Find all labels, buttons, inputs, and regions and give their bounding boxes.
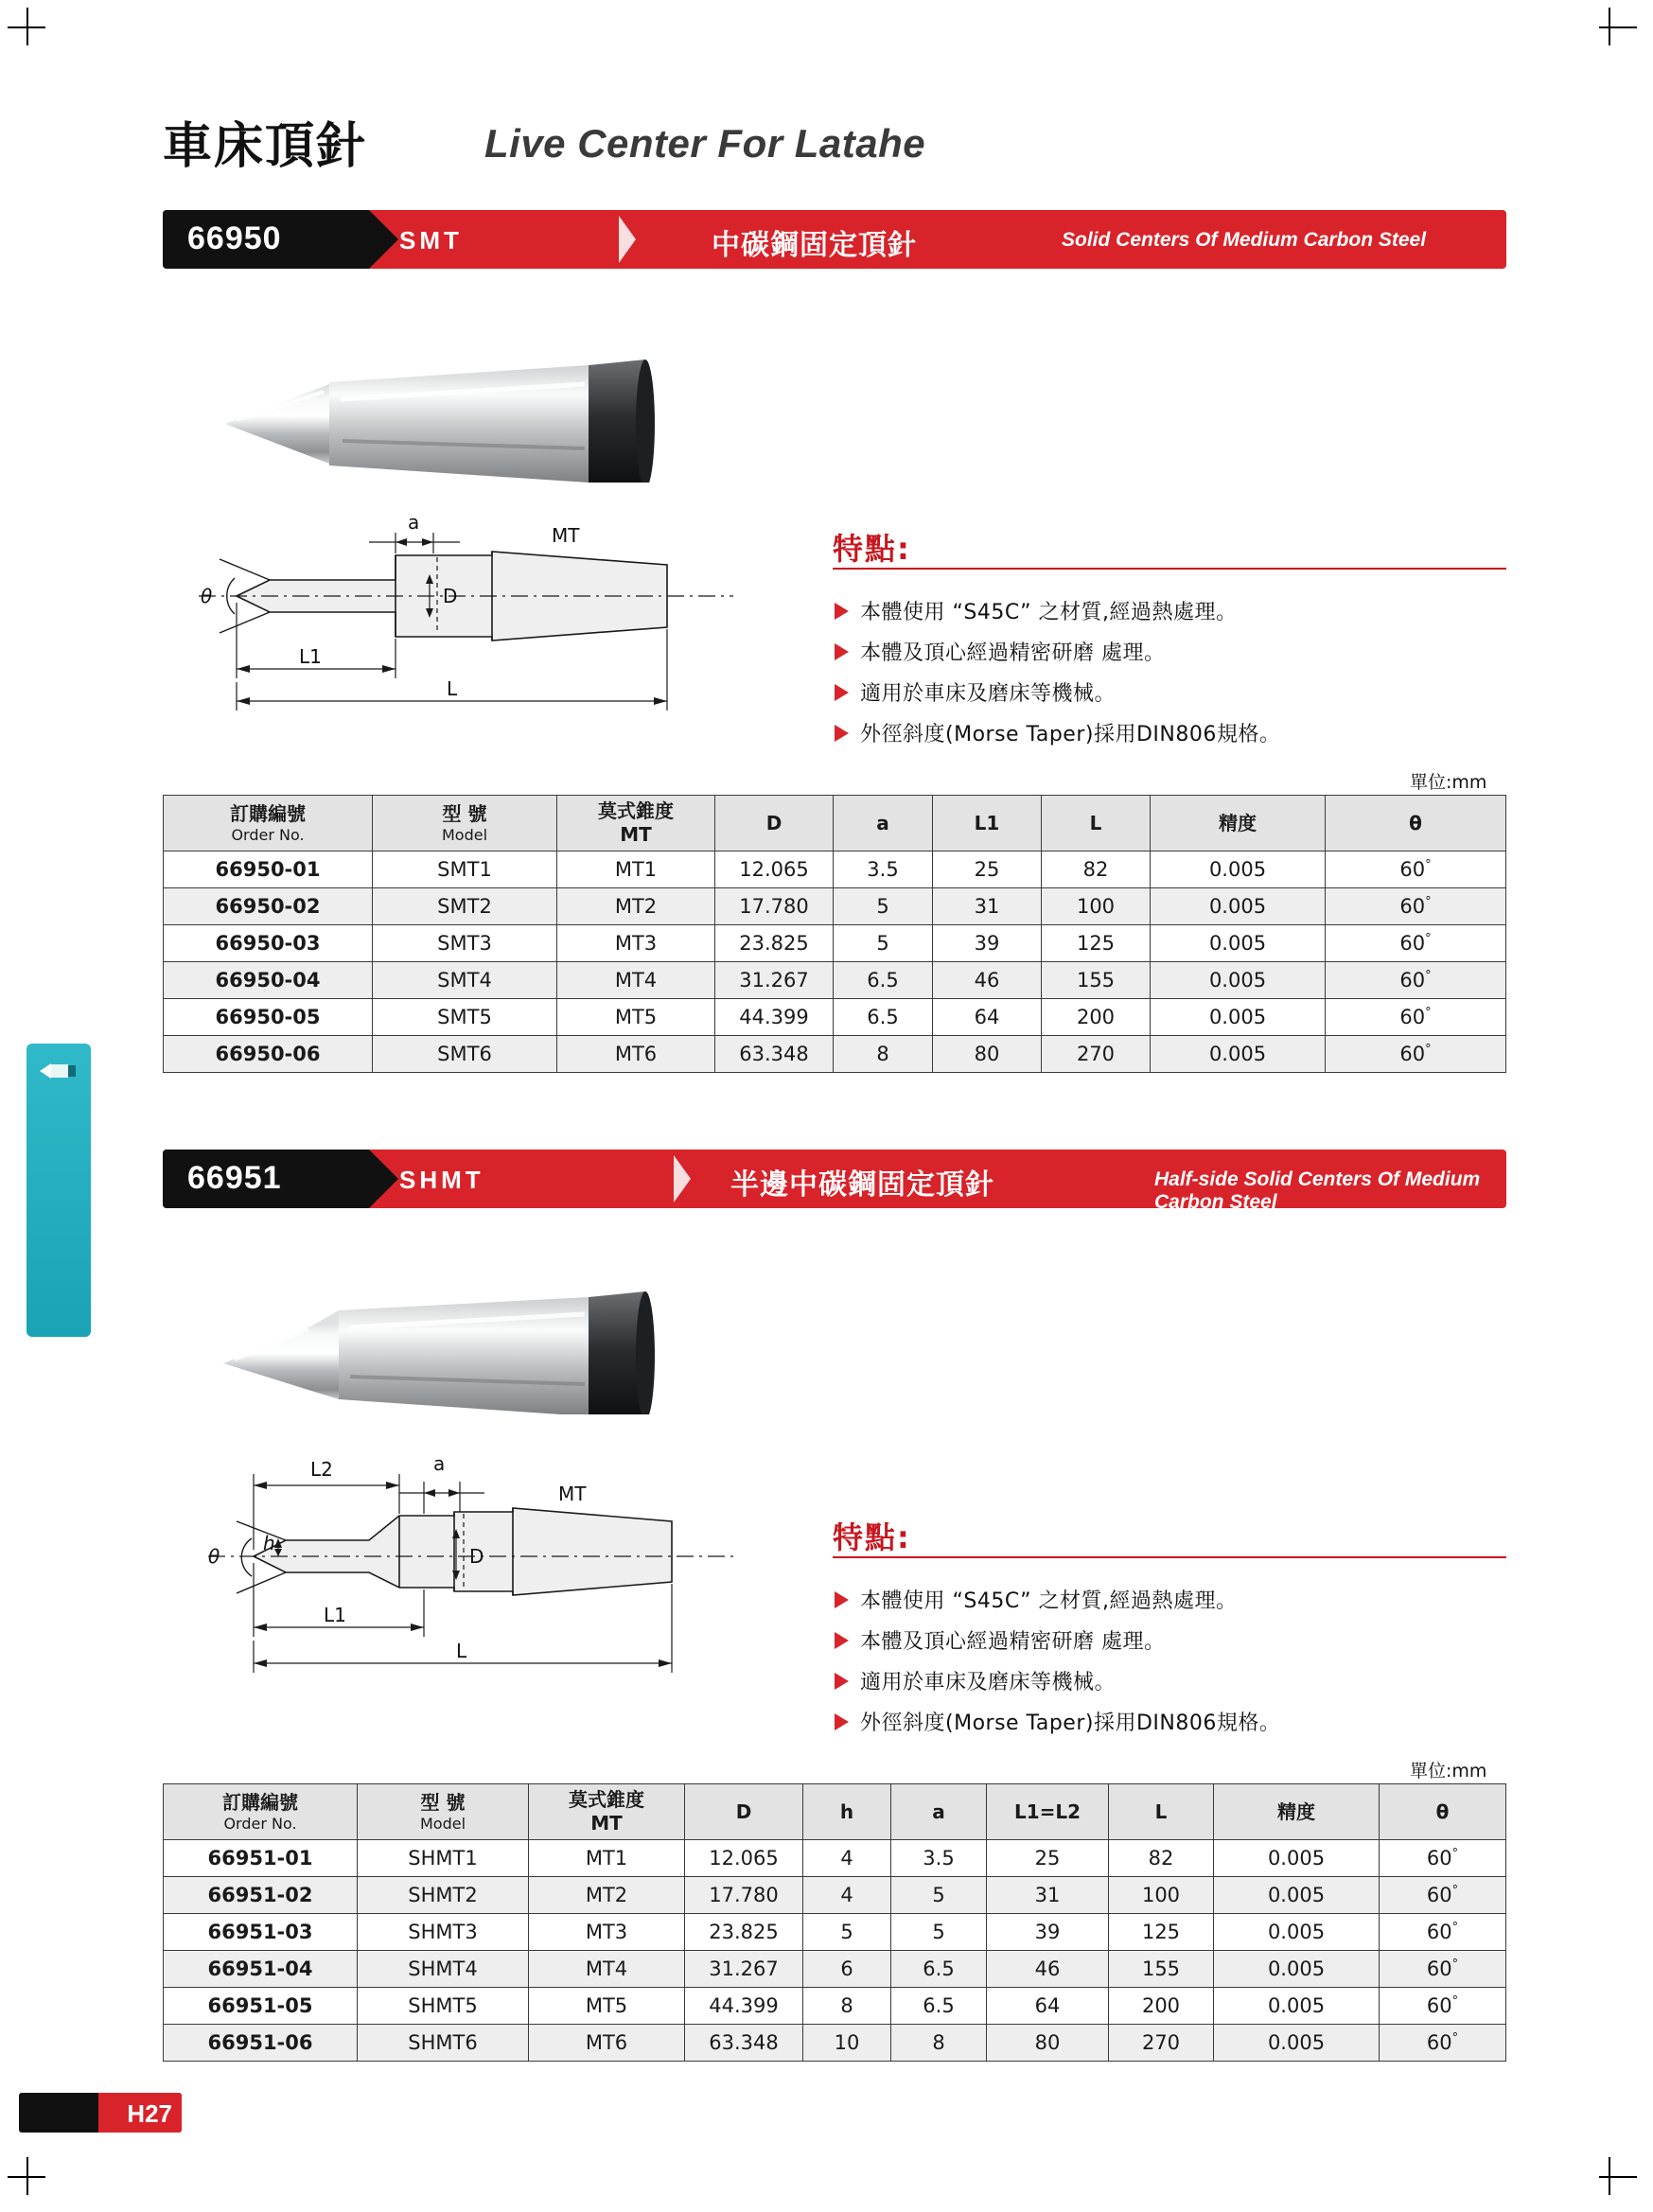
- drawing-label-l1: L1: [299, 645, 322, 668]
- table-body-1: [164, 851, 1506, 1073]
- col-accuracy: 精度: [1214, 1784, 1380, 1840]
- bullet-icon: [835, 643, 849, 660]
- cell-a: 8: [891, 2025, 987, 2062]
- cell-order-no: 66950-02: [164, 888, 373, 925]
- cell-model: SMT6: [373, 1036, 557, 1073]
- col-a: a: [891, 1784, 987, 1840]
- cell-a: 8: [834, 1036, 933, 1073]
- cell-model: SHMT3: [358, 1914, 529, 1951]
- col-h: h: [803, 1784, 891, 1840]
- cell-mt: MT2: [529, 1877, 685, 1914]
- features-title-1: 特點:: [833, 531, 911, 567]
- cell-mt: MT5: [529, 1988, 685, 2025]
- feature-item: [835, 1707, 1512, 1736]
- banner-name-cn: 半邊中碳鋼固定頂針: [730, 1168, 994, 1202]
- cell-model: SMT2: [373, 888, 557, 925]
- technical-drawing-smt: [180, 516, 766, 724]
- drawing-label-a: a: [408, 516, 420, 534]
- cell-h: 4: [803, 1877, 891, 1914]
- page-title-cn: 車床頂針: [163, 118, 368, 175]
- crop-mark: [1599, 26, 1637, 28]
- table-header-row: [164, 796, 1506, 851]
- table-row: [164, 925, 1506, 962]
- drawing-label-a: a: [433, 1452, 446, 1475]
- col-order-no: 訂購編號 Order No.: [164, 796, 373, 851]
- spec-table-66950: [163, 795, 1506, 1073]
- feature-text: 外徑斜度(Morse Taper)採用DIN806規格。: [860, 723, 1281, 746]
- cell-accuracy: 0.005: [1151, 1036, 1326, 1073]
- feature-item: [835, 1585, 1512, 1614]
- cell-theta: 60°: [1380, 1877, 1506, 1914]
- features-title-2: 特點:: [833, 1519, 911, 1555]
- crop-mark: [8, 26, 45, 28]
- cell-accuracy: 0.005: [1214, 1877, 1380, 1914]
- drawing-label-h: h: [263, 1532, 275, 1554]
- cell-accuracy: 0.005: [1151, 851, 1326, 888]
- cell-l: 82: [1042, 851, 1151, 888]
- cell-accuracy: 0.005: [1214, 1840, 1380, 1877]
- side-tab-cn: 車床配件: [2, 1134, 23, 1211]
- cell-model: SHMT4: [358, 1951, 529, 1988]
- cell-order-no: 66950-01: [164, 851, 373, 888]
- cell-theta: 60°: [1326, 1036, 1506, 1073]
- cell-order-no: 66950-04: [164, 962, 373, 999]
- lathe-center-icon: [38, 1057, 79, 1085]
- drawing-label-mt: MT: [558, 1483, 587, 1505]
- cell-order-no: 66950-03: [164, 925, 373, 962]
- chevron-icon: [674, 1155, 700, 1203]
- cell-l1: 25: [933, 851, 1042, 888]
- cell-h: 8: [803, 1988, 891, 2025]
- feature-text: 外徑斜度(Morse Taper)採用DIN806規格。: [860, 1712, 1281, 1735]
- cell-order-no: 66951-05: [164, 1988, 358, 2025]
- cell-d: 12.065: [685, 1840, 803, 1877]
- table-header-row: [164, 1784, 1506, 1840]
- col-model: 型 號 Model: [358, 1784, 529, 1840]
- cell-d: 23.825: [685, 1914, 803, 1951]
- col-l: L: [1042, 796, 1151, 851]
- cell-model: SHMT1: [358, 1840, 529, 1877]
- feature-text: 適用於車床及磨床等機械。: [860, 1671, 1117, 1694]
- bullet-icon: [835, 1591, 849, 1608]
- cell-theta: 60°: [1380, 2025, 1506, 2062]
- cell-mt: MT6: [557, 1036, 715, 1073]
- banner-series: SHMT: [399, 1166, 484, 1194]
- cell-d: 23.825: [715, 925, 834, 962]
- col-l1: L1: [933, 796, 1042, 851]
- chevron-icon: [619, 216, 645, 263]
- cell-order-no: 66951-03: [164, 1914, 358, 1951]
- col-theta: θ: [1326, 796, 1506, 851]
- cell-l1-l2: 64: [987, 1988, 1109, 2025]
- cell-a: 3.5: [891, 1840, 987, 1877]
- cell-order-no: 66950-06: [164, 1036, 373, 1073]
- cell-l: 155: [1042, 962, 1151, 999]
- feature-text: 本體及頂心經過精密研磨 處理。: [860, 1630, 1166, 1654]
- cell-mt: MT1: [557, 851, 715, 888]
- features-list-2: [835, 1585, 1512, 1747]
- cell-h: 4: [803, 1840, 891, 1877]
- banner-name-cn: 中碳鋼固定頂針: [712, 229, 917, 262]
- cell-l1: 46: [933, 962, 1042, 999]
- cell-d: 44.399: [685, 1988, 803, 2025]
- cell-accuracy: 0.005: [1214, 2025, 1380, 2062]
- page-footer: [19, 2093, 182, 2133]
- table-row: [164, 999, 1506, 1036]
- cell-theta: 60°: [1326, 962, 1506, 999]
- col-model: 型 號 Model: [373, 796, 557, 851]
- feature-text: 適用於車床及磨床等機械。: [860, 682, 1117, 706]
- cell-l1: 39: [933, 925, 1042, 962]
- cell-mt: MT3: [557, 925, 715, 962]
- cell-l: 155: [1109, 1951, 1214, 1988]
- cell-theta: 60°: [1326, 925, 1506, 962]
- unit-note-2: 單位:mm: [1410, 1761, 1487, 1782]
- table-body-2: [164, 1840, 1506, 2062]
- cell-a: 6.5: [834, 962, 933, 999]
- cell-l: 270: [1109, 2025, 1214, 2062]
- page-number: H27: [127, 2099, 172, 2128]
- banner-name-en: Solid Centers Of Medium Carbon Steel: [1062, 229, 1427, 251]
- banner-name-en: Half-side Solid Centers Of Medium Carbon Steel: [1154, 1168, 1481, 1213]
- features-rule-1: [833, 568, 1506, 570]
- cell-accuracy: 0.005: [1151, 888, 1326, 925]
- page-title-en: Live Center For Latahe: [484, 121, 926, 166]
- cell-accuracy: 0.005: [1214, 1988, 1380, 2025]
- cell-theta: 60°: [1380, 1988, 1506, 2025]
- cell-theta: 60°: [1326, 888, 1506, 925]
- cell-d: 17.780: [685, 1877, 803, 1914]
- cell-model: SMT3: [373, 925, 557, 962]
- table-row: [164, 1036, 1506, 1073]
- cell-a: 6.5: [891, 1988, 987, 2025]
- cell-accuracy: 0.005: [1151, 925, 1326, 962]
- cell-order-no: 66951-02: [164, 1877, 358, 1914]
- col-l: L: [1109, 1784, 1214, 1840]
- cell-order-no: 66951-01: [164, 1840, 358, 1877]
- feature-text: 本體使用 “S45C” 之材質,經過熱處理。: [860, 1589, 1238, 1613]
- feature-text: 本體及頂心經過精密研磨 處理。: [860, 641, 1166, 665]
- cell-d: 63.348: [685, 2025, 803, 2062]
- cell-theta: 60°: [1326, 851, 1506, 888]
- banner-code: 66951: [187, 1160, 282, 1196]
- col-a: a: [834, 796, 933, 851]
- cell-accuracy: 0.005: [1214, 1951, 1380, 1988]
- col-d: D: [715, 796, 834, 851]
- banner-series: SMT: [399, 226, 463, 255]
- cell-l1-l2: 80: [987, 2025, 1109, 2062]
- cell-order-no: 66951-04: [164, 1951, 358, 1988]
- cell-d: 63.348: [715, 1036, 834, 1073]
- col-d: D: [685, 1784, 803, 1840]
- cell-a: 5: [891, 1914, 987, 1951]
- bullet-icon: [835, 1632, 849, 1649]
- col-mt: 莫式錐度 MT: [557, 796, 715, 851]
- cell-accuracy: 0.005: [1151, 962, 1326, 999]
- cell-l1-l2: 46: [987, 1951, 1109, 1988]
- table-row: [164, 962, 1506, 999]
- cell-h: 10: [803, 2025, 891, 2062]
- drawing-label-l: L: [447, 677, 458, 700]
- cell-mt: MT3: [529, 1914, 685, 1951]
- drawing-label-d: D: [443, 585, 458, 607]
- table-row: [164, 1877, 1506, 1914]
- cell-theta: 60°: [1380, 1951, 1506, 1988]
- cell-theta: 60°: [1380, 1840, 1506, 1877]
- spec-table-66951: [163, 1783, 1506, 2062]
- cell-mt: MT2: [557, 888, 715, 925]
- feature-item: [835, 718, 1512, 747]
- cell-mt: MT5: [557, 999, 715, 1036]
- cell-l: 100: [1042, 888, 1151, 925]
- table-row: [164, 1914, 1506, 1951]
- drawing-label-theta: θ: [208, 1545, 220, 1568]
- technical-drawing-shmt: [180, 1438, 766, 1684]
- feature-item: [835, 1666, 1512, 1695]
- cell-order-no: 66950-05: [164, 999, 373, 1036]
- side-tab-text: [0, 1134, 26, 1428]
- cell-accuracy: 0.005: [1151, 999, 1326, 1036]
- cell-l: 125: [1109, 1914, 1214, 1951]
- cell-mt: MT4: [557, 962, 715, 999]
- cell-model: SMT4: [373, 962, 557, 999]
- table-row: [164, 2025, 1506, 2062]
- bullet-icon: [835, 1713, 849, 1730]
- drawing-label-theta: θ: [201, 585, 213, 607]
- cell-d: 12.065: [715, 851, 834, 888]
- cell-model: SMT1: [373, 851, 557, 888]
- cell-order-no: 66951-06: [164, 2025, 358, 2062]
- section-banner-66950: [163, 210, 1506, 269]
- cell-a: 6.5: [834, 999, 933, 1036]
- crop-mark: [8, 2176, 45, 2178]
- unit-note-1: 單位:mm: [1410, 772, 1487, 793]
- cell-mt: MT4: [529, 1951, 685, 1988]
- feature-item: [835, 677, 1512, 707]
- cell-d: 31.267: [715, 962, 834, 999]
- cell-l1: 64: [933, 999, 1042, 1036]
- cell-l: 200: [1109, 1988, 1214, 2025]
- col-accuracy: 精度: [1151, 796, 1326, 851]
- bullet-icon: [835, 1673, 849, 1690]
- cell-h: 6: [803, 1951, 891, 1988]
- banner-code: 66950: [187, 220, 282, 256]
- cell-a: 3.5: [834, 851, 933, 888]
- bullet-icon: [835, 725, 849, 742]
- cell-d: 17.780: [715, 888, 834, 925]
- cell-l: 270: [1042, 1036, 1151, 1073]
- cell-accuracy: 0.005: [1214, 1914, 1380, 1951]
- features-rule-2: [833, 1556, 1506, 1558]
- cell-theta: 60°: [1326, 999, 1506, 1036]
- features-list-1: [835, 596, 1512, 759]
- col-mt: 莫式錐度 MT: [529, 1784, 685, 1840]
- cell-l: 100: [1109, 1877, 1214, 1914]
- table-row: [164, 851, 1506, 888]
- cell-model: SHMT5: [358, 1988, 529, 2025]
- cell-model: SHMT6: [358, 2025, 529, 2062]
- feature-item: [835, 1625, 1512, 1655]
- col-l1-l2: L1=L2: [987, 1784, 1109, 1840]
- cell-a: 5: [834, 888, 933, 925]
- drawing-label-l2: L2: [310, 1458, 333, 1481]
- drawing-label-l: L: [456, 1640, 467, 1662]
- cell-model: SHMT2: [358, 1877, 529, 1914]
- table-row: [164, 1988, 1506, 2025]
- cell-l1-l2: 31: [987, 1877, 1109, 1914]
- section-banner-66951: [163, 1150, 1506, 1213]
- feature-item: [835, 637, 1512, 666]
- cell-a: 5: [834, 925, 933, 962]
- cell-a: 5: [891, 1877, 987, 1914]
- table-row: [164, 888, 1506, 925]
- cell-h: 5: [803, 1914, 891, 1951]
- cell-l1: 80: [933, 1036, 1042, 1073]
- cell-l1-l2: 39: [987, 1914, 1109, 1951]
- cell-d: 44.399: [715, 999, 834, 1036]
- cell-l1-l2: 25: [987, 1840, 1109, 1877]
- bullet-icon: [835, 684, 849, 701]
- cell-l: 82: [1109, 1840, 1214, 1877]
- product-photo-shmt: [218, 1282, 747, 1419]
- feature-text: 本體使用 “S45C” 之材質,經過熱處理。: [860, 601, 1238, 624]
- drawing-label-d: D: [469, 1545, 484, 1568]
- cell-l: 200: [1042, 999, 1151, 1036]
- crop-mark: [1599, 2176, 1637, 2178]
- cell-l1: 31: [933, 888, 1042, 925]
- table-row: [164, 1951, 1506, 1988]
- cell-mt: MT1: [529, 1840, 685, 1877]
- cell-model: SMT5: [373, 999, 557, 1036]
- cell-theta: 60°: [1380, 1914, 1506, 1951]
- bullet-icon: [835, 603, 849, 620]
- col-order-no: 訂購編號 Order No.: [164, 1784, 358, 1840]
- side-tab-lathe-accessories[interactable]: [2, 1044, 91, 1337]
- col-theta: θ: [1380, 1784, 1506, 1840]
- cell-l: 125: [1042, 925, 1151, 962]
- cell-a: 6.5: [891, 1951, 987, 1988]
- feature-item: [835, 596, 1512, 625]
- drawing-label-l1: L1: [324, 1604, 346, 1626]
- cell-mt: MT6: [529, 2025, 685, 2062]
- table-row: [164, 1840, 1506, 1877]
- cell-d: 31.267: [685, 1951, 803, 1988]
- drawing-label-mt: MT: [552, 524, 580, 547]
- product-photo-smt: [218, 350, 747, 487]
